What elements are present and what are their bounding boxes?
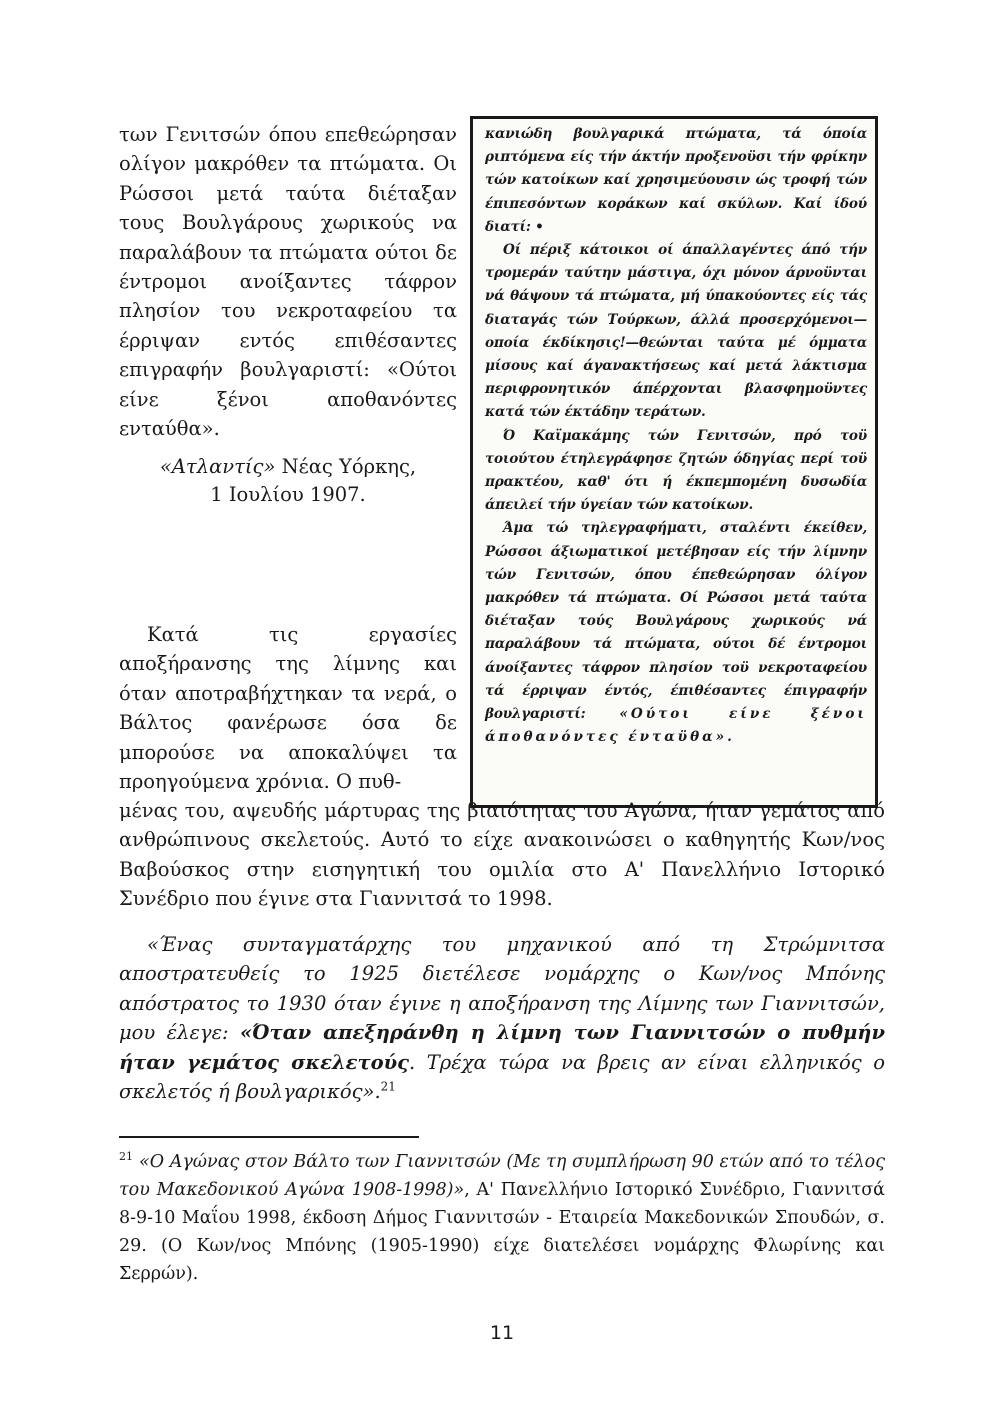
body-paragraph: μένας του, αψευδής μάρτυρας της βιαιότητας του Αγώνα, ήταν γεμάτος από ανθρώπινους σκελετούς. Αυτό το είχε ανακοινώσει ο καθηγητής Κων/νος Βαβούσκος στην εισηγητική του ομιλία στο Α' Πανελλήνιο Ιστορικό Συνέδριο που έγινε στα Γιαννιτσά το 1998. <box>119 799 885 911</box>
quote-bold: «Όταν απεξηράνθη η λίμνη των Γιαννιτσών ο πυθμήν ήταν γεμάτος σκελετούς <box>119 1021 885 1074</box>
clipping-quote: «Ούτοι είνε ξένοι άποθανόντες ένταϋθα». <box>485 706 867 746</box>
quote-paragraph <box>119 930 885 1106</box>
left-column-text <box>119 120 457 509</box>
body-paragraph: των Γενιτσών όπου επεθεώρησαν ολίγον μακρόθεν τα πτώματα. Οι Ρώσσοι μετά ταύτα διέταξαν τους Βουλγάρους χωρικούς να παραλάβουν τα πτώματα ούτοι δε έντρομοι ανοίξαντες τάφρον πλησίον του νεκροταφείου τα έρριψαν εντός επιθέσαντες επιγραφήν βουλγαριστί: «Ούτοι είνε ξένοι αποθανόντες ενταύθα». <box>119 123 457 441</box>
footnote <box>119 1148 885 1288</box>
clipping-sentence: Άμα τώ τηλεγραφήματι, σταλέντι έκείθεν, Ρώσσοι άξιωματικοί μετέβησαν είς τήν λίμνην τών Γενιτσών, όπου έπεθεώρησαν όλίγον μακρόθεν τά πτώματα. Οί Ρώσσοι μετά ταύτα διέταξαν τούς Βουλγάρους χωρικούς νά παραλάβουν τά πτώματα, ούτοι δέ έντρομοι άνοίξαντες τάφρον πλησίον τοϋ νεκροταφείου τά έρριψαν έντός, έπιθέσαντες έπιγραφήν βουλγαριστί: <box>485 520 867 723</box>
citation <box>119 453 457 509</box>
citation-date: 1 Ιουλίου 1907. <box>210 483 366 507</box>
clipping-text <box>485 123 867 749</box>
footnote-details: , Α' Πανελλήνιο Ιστορικό Συνέδριο, Γιαννιτσά 8-9-10 Μαΐου 1998, έκδοση Δήμος Γιαννιτσών - Εταιρεία Μακεδονικών Σπουδών, σ. 29. (Ο Κων/νος Μπόνης (1905-1990) είχε διατελέσει νομάρχης Φλωρίνης και Σερρών). <box>119 1180 885 1284</box>
body-paragraph <box>119 930 885 1106</box>
clipping-paragraph: Ό Καϊμακάμης τών Γενιτσών, πρό τοϋ τοιούτου έτηλεγράφησε ζητών όδηγίας περί τοϋ πρακτέου, καθ' ότι ή έκπεμπομένη δυσωδία άπειλεί τήν ύγείαν τών κατοίκων. <box>485 427 867 514</box>
quote-italic: «Ένας συνταγματάρχης του μηχανικού από τη Στρώμνιτσα αποστρατευθείς το 1925 διετέλεσε νομάρχης ο Κων/νος Μπόνης απόστρατος το 1930 όταν έγινε η αποξήρανση της Λίμνης των Γιαννιτσών, μου έλεγε: <box>119 933 885 1045</box>
citation-place: Νέας Υόρκης, <box>275 455 417 479</box>
quote-tail: . Τρέχα τώρα να βρεις αν είναι ελληνικός ο σκελετός ή βουλγαρικός». <box>119 1050 886 1104</box>
footnote-number: 21 <box>119 1150 133 1164</box>
citation-title: «Ατλαντίς» <box>159 455 276 479</box>
clipping-paragraph <box>485 517 867 749</box>
left-column-text-2 <box>119 620 457 796</box>
clipping-paragraph: Οί πέριξ κάτοικοι οί άπαλλαγέντες άπό τήν τρομεράν ταύτην μάστιγα, όχι μόνον άρνοϋνται νά θάψουν τά πτώματα, μή ύπακούοντες είς τάς διαταγάς τών Τούρκων, άλλά προσερχόμενοι—οποία έκδίκησις!—θεώνται ταύτα μέ όμματα μίσους καί άγανακτήσεως καί μετά λάκτισμα περιφρονητικόν άπέρχονται βλασφημοϋντες κατά τών έκτάδην τεράτων. <box>485 242 867 421</box>
newspaper-clipping <box>470 116 878 808</box>
footnote-reference[interactable]: 21 <box>380 1079 396 1094</box>
footnote-title: «Ο Αγώνας στον Βάλτο των Γιαννιτσών (Με τη συμπλήρωση 90 ετών από το τέλος του Μακεδονικού Αγώνα 1908-1998)» <box>119 1152 885 1200</box>
page-number: 11 <box>489 1322 515 1344</box>
footnote-separator <box>119 1136 419 1138</box>
body-paragraph: Κατά τις εργασίες αποξήρανσης της λίμνης και όταν αποτραβήχτηκαν τα νερά, ο Βάλτος φανέρωσε όσα δε μπορούσε να αποκαλύψει τα προηγούμενα χρόνια. Ο πυθ- <box>119 623 457 794</box>
clipping-paragraph: κανιώδη βουλγαρικά πτώματα, τά όποία ριπτόμενα είς τήν άκτήν προξενοϋσι τήν φρίκην τών κατοίκων καί χρησιμεύουσιν ώς τροφή τών έπιπεσόντων κοράκων καί σκύλων. Καί ίδού διατί: • <box>485 126 867 235</box>
footnote-text <box>119 1148 885 1288</box>
full-width-paragraph <box>119 796 885 914</box>
